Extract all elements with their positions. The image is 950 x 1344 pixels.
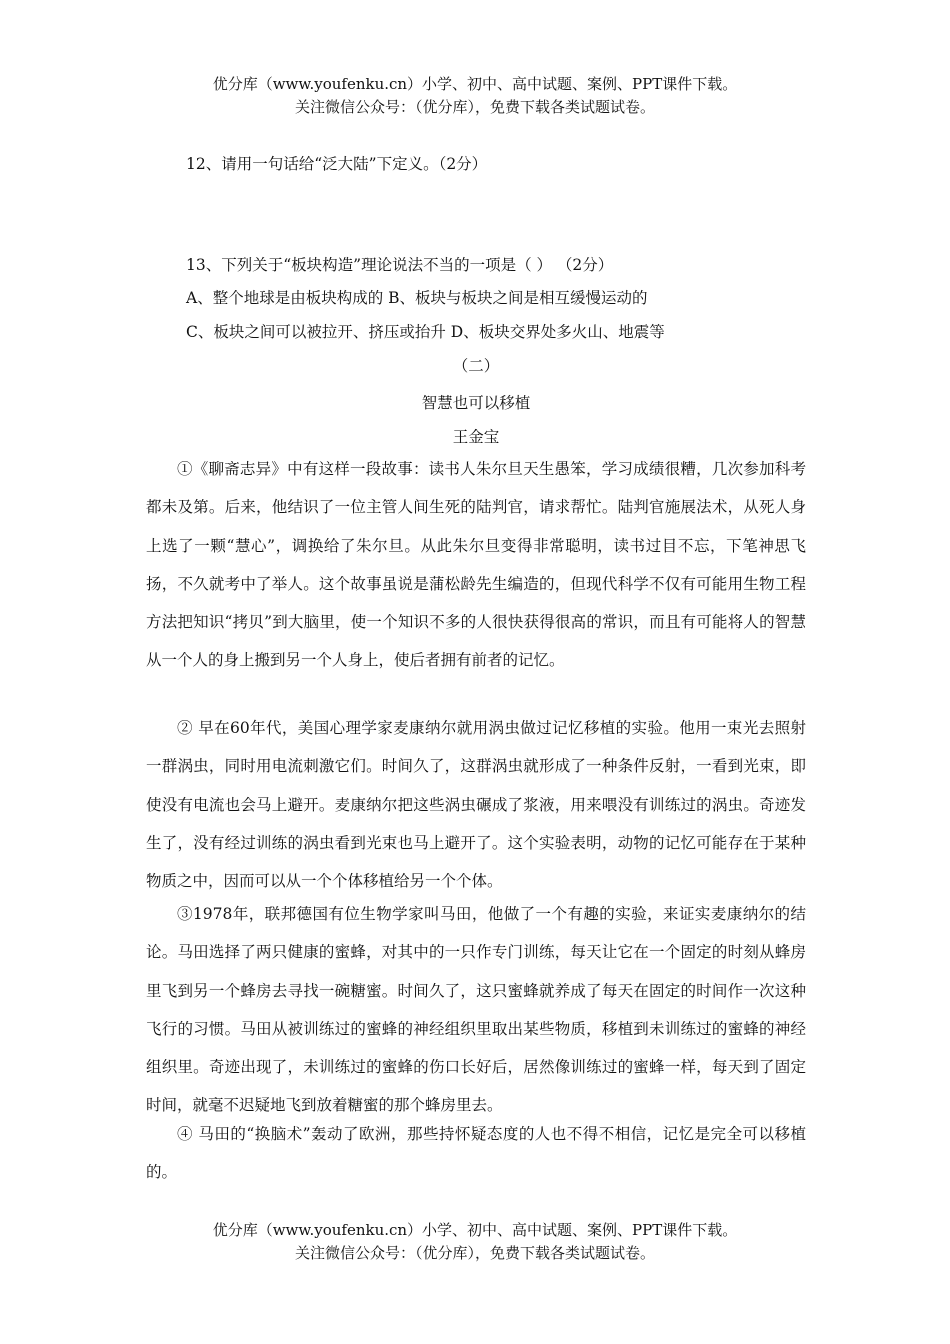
section-number: （二） (452, 357, 500, 375)
page-header (0, 73, 950, 119)
question-12: 12、请用一句话给“泛大陆”下定义。（2分） (186, 155, 488, 173)
footer-line-2: 关注微信公众号：（优分库），免费下载各类试题试卷。 (294, 1244, 655, 1262)
question-13-options-cd: C、板块之间可以被拉开、挤压或抬升 D、板块交界处多火山、地震等 (186, 323, 665, 341)
header-line-2: 关注微信公众号：（优分库），免费下载各类试题试卷。 (294, 98, 655, 116)
paragraph-3: ③1978年，联邦德国有位生物学家叫马田，他做了一个有趣的实验，来证实麦康纳尔的结论。马田选择了两只健康的蜜蜂，对其中的一只作专门训练，每天让它在一个固定的时刻从蜂房里飞到另一个蜂房去寻找一碗糖蜜。时间久了，这只蜜蜂就养成了每天在固定的时间作一次这种飞行的习惯。马田从被训练过的蜜蜂的神经组织里取出某些物质，移植到未训练过的蜜蜂的神经组织里。奇迹出现了，未训练过的蜜蜂的伤口长好后，居然像训练过的蜜蜂一样，每天到了固定时间，就毫不迟疑地飞到放着糖蜜的那个蜂房里去。 (146, 905, 806, 1115)
paragraph-4: ④ 马田的“换脑术”轰动了欧洲，那些持怀疑态度的人也不得不相信，记忆是完全可以移植的。 (146, 1125, 806, 1182)
article-author: 王金宝 (452, 428, 500, 446)
paragraph-1: ①《聊斋志异》中有这样一段故事：读书人朱尔旦天生愚笨，学习成绩很糟，几次参加科考都未及第。后来，他结识了一位主管人间生死的陆判官，请求帮忙。陆判官施展法术，从死人身上选了一颗“慧心”，调换给了朱尔旦。从此朱尔旦变得非常聪明，读书过目不忘，下笔神思飞扬，不久就考中了举人。这个故事虽说是蒲松龄先生编造的，但现代科学不仅有可能用生物工程方法把知识“拷贝”到大脑里，使一个知识不多的人很快获得很高的常识，而且有可能将人的智慧从一个人的身上搬到另一个人身上，使后者拥有前者的记忆。 (146, 460, 806, 670)
article-title: 智慧也可以移植 (421, 394, 531, 412)
page-footer (0, 1219, 950, 1265)
question-13-options-ab: A、整个地球是由板块构成的 B、板块与板块之间是相互缓慢运动的 (186, 289, 648, 307)
footer-line-1: 优分库（www.youfenku.cn）小学、初中、高中试题、案例、PPT课件下载。 (212, 1221, 738, 1239)
paragraph-2: ② 早在60年代，美国心理学家麦康纳尔就用涡虫做过记忆移植的实验。他用一束光去照射一群涡虫，同时用电流刺激它们。时间久了，这群涡虫就形成了一种条件反射，一看到光束，即使没有电流也会马上避开。麦康纳尔把这些涡虫碾成了浆液，用来喂没有训练过的涡虫。奇迹发生了，没有经过训练的涡虫看到光束也马上避开了。这个实验表明，动物的记忆可能存在于某种物质之中，因而可以从一个个体移植给另一个个体。 (146, 719, 806, 891)
question-13: 13、下列关于“板块构造”理论说法不当的一项是（ ） （2分） (186, 256, 614, 274)
header-line-1: 优分库（www.youfenku.cn）小学、初中、高中试题、案例、PPT课件下载。 (212, 75, 738, 93)
